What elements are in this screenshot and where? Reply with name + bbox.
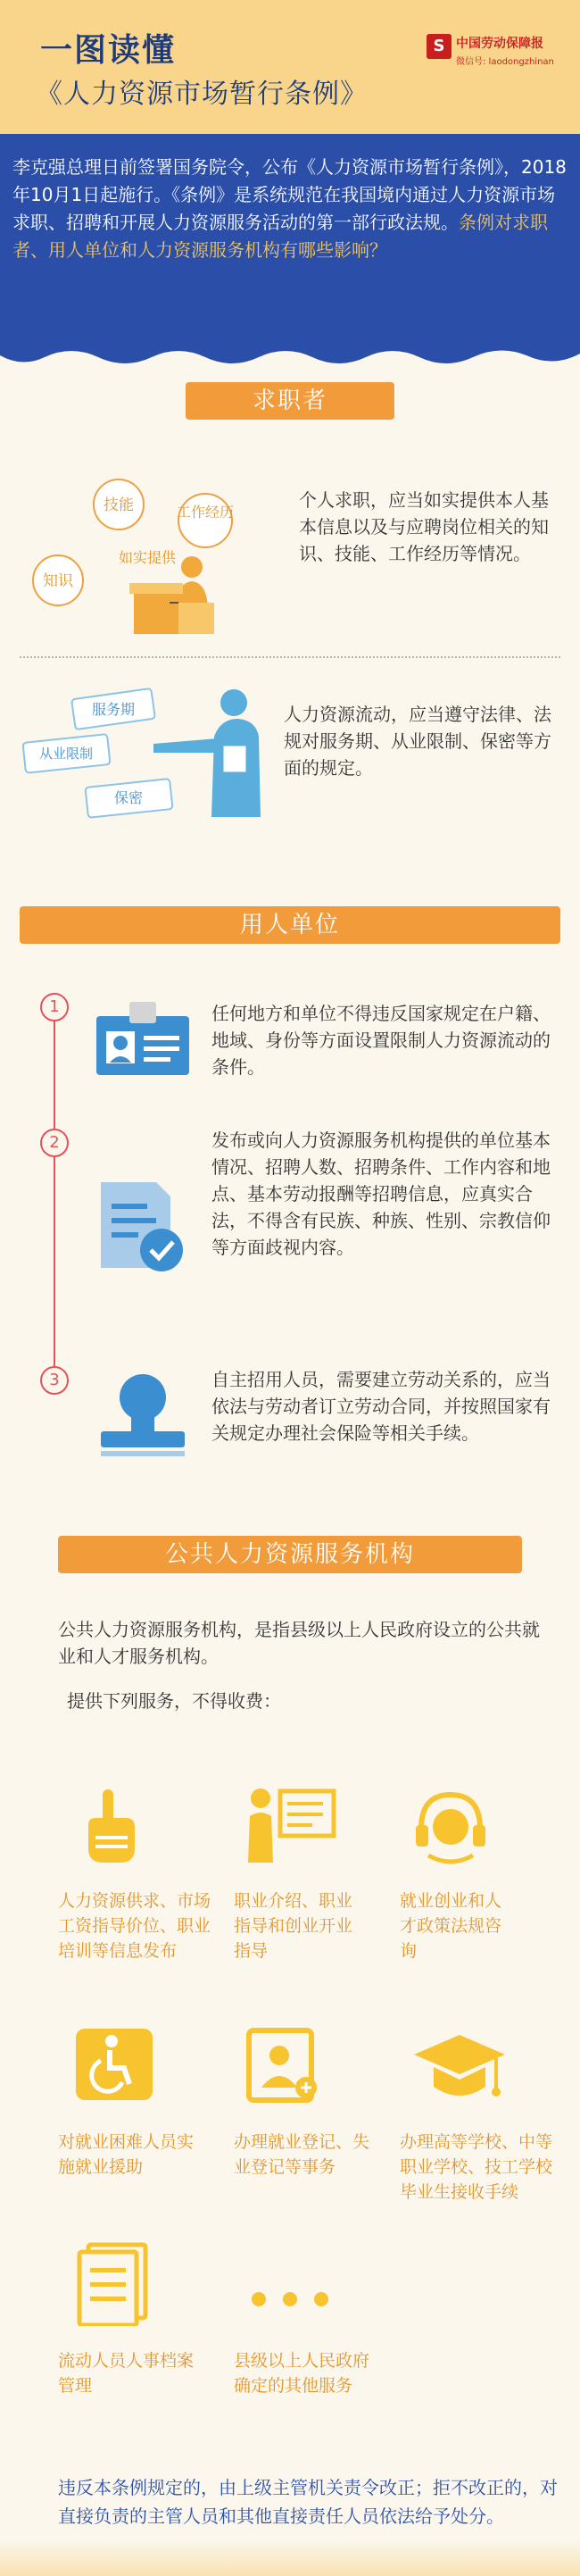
wheelchair-icon <box>74 2027 154 2103</box>
jobseeker-item1-text: 个人求职，应当如实提供本人基本信息以及与应聘岗位相关的知识、技能、工作经历等情况。 <box>299 489 549 564</box>
service-text-1: 人力资源供求、市场工资指导价位、职业培训等信息发布 <box>58 1891 211 1961</box>
footer-gradient <box>0 2540 580 2576</box>
employer-item2-text: 发布或向人力资源服务机构提供的单位基本情况、招聘人数、招聘条件、工作内容和地点、基本劳动报酬等招聘信息，应真实合法，不得含有民族、种族、性别、宗教信仰等方面歧视内容。 <box>211 1130 551 1258</box>
logo-name: 中国劳动保障报 <box>456 37 543 51</box>
tag-practice-restriction-label: 从业限制 <box>38 746 94 762</box>
wave-divider <box>0 346 580 371</box>
tag-service-period-label: 服务期 <box>91 701 136 718</box>
section-title-public: 公共人力资源服务机构 <box>58 1536 522 1573</box>
id-card-icon <box>245 2027 321 2103</box>
service-text-3: 就业创业和人才政策法规咨询 <box>400 1891 502 1961</box>
employer-item1-text: 任何地方和单位不得违反国家规定在户籍、地域、身份等方面设置限制人力资源流动的条件。 <box>211 1003 551 1078</box>
bubble-experience <box>177 494 234 547</box>
tag-practice-restriction <box>22 734 110 773</box>
jobseeker-item2-text: 人力资源流动，应当遵守法律、法规对服务期、从业限制、保密等方面的规定。 <box>284 704 551 779</box>
bubble-knowledge-label: 知识 <box>43 572 73 590</box>
public-free-label: 提供下列服务，不得收费： <box>67 1690 281 1712</box>
tag-confidentiality-label: 保密 <box>113 789 144 806</box>
timeline-line <box>54 996 55 1388</box>
bubble-experience-label: 工作经历 <box>176 504 235 521</box>
intro-text-main: 李克强总理日前签署国务院令，公布《人力资源市场暂行条例》，2018年10月1日起施行。《条例》是系统规范在我国境内通过人力资源市场求职、招聘和开展人力资源服务活动的第一部行政法规。 <box>12 156 567 233</box>
service-text-5: 办理就业登记、失业登记等事务 <box>234 2132 370 2177</box>
stamp-icon <box>94 1371 192 1460</box>
hand-pointer-icon <box>76 1786 147 1866</box>
section-title-jobseeker: 求职者 <box>186 382 394 420</box>
tag-confidentiality <box>85 779 172 818</box>
logo-wechat-id: 微信号: laodongzhinan <box>456 57 554 67</box>
footer-note: 违反本条例规定的，由上级主管机关责令改正；拒不改正的，对直接负责的主管人员和其他直接责任人员依法给予处分。 <box>58 2477 558 2527</box>
mobility-illustration <box>20 683 274 826</box>
step-number-3: 3 <box>40 1366 69 1395</box>
bubble-skill-label: 技能 <box>104 496 134 514</box>
headset-icon <box>410 1786 491 1866</box>
employer-item3-text: 自主招用人员，需要建立劳动关系的，应当依法与劳动者订立劳动合同，并按照国家有关规定办理社会保险等相关手续。 <box>211 1369 551 1444</box>
step-number-2: 2 <box>40 1129 69 1157</box>
page-subtitle: 《人力资源市场暂行条例》 <box>36 79 368 110</box>
graduation-cap-icon <box>410 2031 509 2112</box>
intro-panel <box>0 134 580 348</box>
public-desc: 公共人力资源服务机构，是指县级以上人民政府设立的公共就业和人才服务机构。 <box>58 1619 540 1667</box>
newspaper-logo <box>427 34 560 70</box>
service-text-8: 县级以上人民政府确定的其他服务 <box>234 2351 370 2396</box>
logo-badge-icon: S <box>427 34 452 59</box>
person-podium-icon <box>129 556 214 634</box>
teacher-board-icon <box>241 1786 339 1866</box>
document-check-icon <box>94 1179 192 1277</box>
bubble-knowledge <box>33 555 83 605</box>
service-text-4: 对就业困难人员实施就业援助 <box>58 2132 195 2177</box>
bubble-truthful-label: 如实提供 <box>118 549 177 566</box>
divider <box>20 656 560 658</box>
job-seeker-illustration <box>22 478 263 643</box>
page-title: 一图读懂 <box>40 32 177 69</box>
bubble-skill <box>94 479 144 529</box>
step-number-1: 1 <box>40 993 69 1021</box>
ellipsis-icon <box>245 2286 335 2313</box>
intro-text <box>12 154 570 264</box>
tag-service-period <box>71 688 155 729</box>
section-title-employer: 用人单位 <box>20 906 560 944</box>
service-text-7: 流动人员人事档案管理 <box>58 2351 195 2396</box>
id-badge-icon <box>94 1000 192 1080</box>
intro-text-highlight: 条例对求职者、用人单位和人力资源服务机构有哪些影响？ <box>12 212 548 261</box>
page-header <box>0 0 580 134</box>
service-text-6: 办理高等学校、中等职业学校、技工学校毕业生接收手续 <box>400 2132 553 2202</box>
file-record-icon <box>76 2241 152 2326</box>
service-text-2: 职业介绍、职业指导和创业开业指导 <box>234 1891 353 1961</box>
